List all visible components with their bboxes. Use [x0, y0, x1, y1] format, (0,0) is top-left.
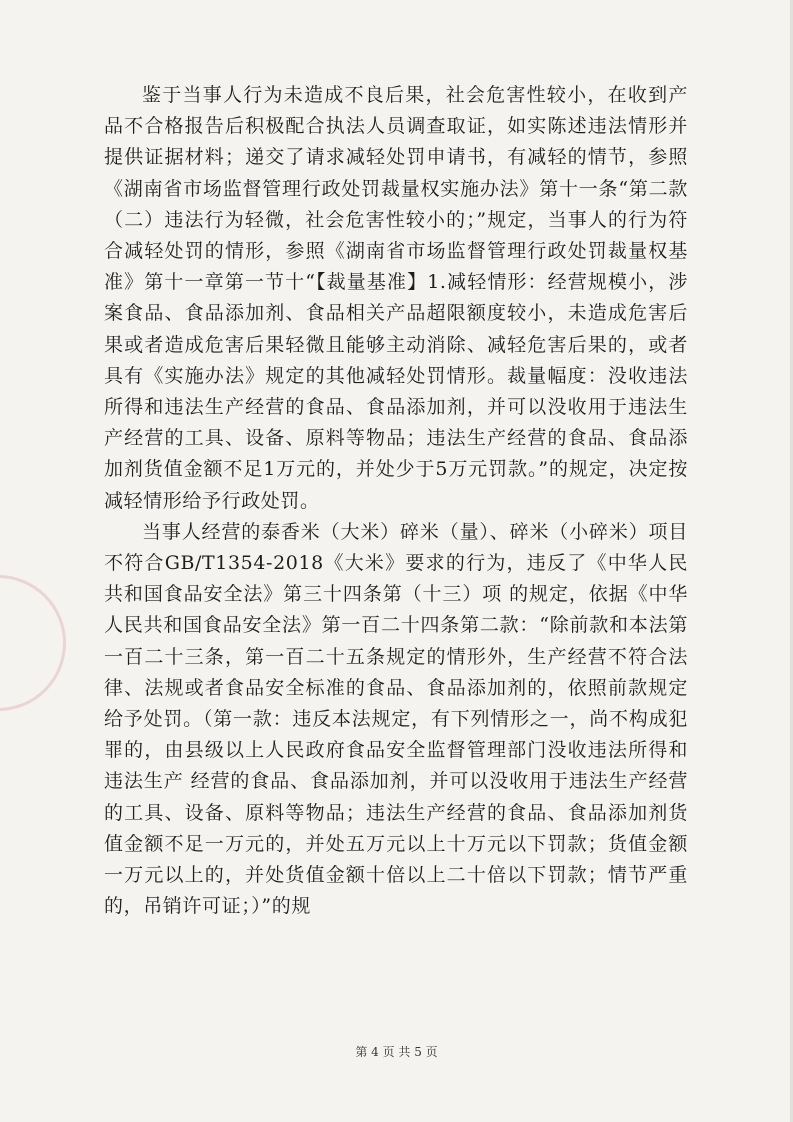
paragraph-violation: 当事人经营的泰香米（大米）碎米（量）、碎米（小碎米）项目不符合GB/T1354-2018《大米》要求的行为，违反了《中华人民共和国食品安全法》第三十四条第（十三）项 的规定，依据《中华人民共和国食品安全法》第一百二十四条第二款：“除前款和本法第一百二十三条，第一百二十五条规定的情形外，生产经营不符合法律、法规或者食品安全标准的食品、食品添加剂的，依照前款规定给予处罚。（第一款：违反本法规定，有下列情形之一，尚不构成犯罪的，由县级以上人民政府食品安全监督管理部门没收违法所得和违法生产 经营的食品、食品添加剂，并可以没收用于违法生产经营的工具、设备、原料等物品；违法生产经营的食品、食品添加剂货值金额不足一万元的，并处五万元以上十万元以下罚款；货值金额一万元以上的，并处货值金额十倍以上二十倍以下罚款；情节严重的，吊销许可证；）”的规 — [104, 520, 688, 918]
document-body — [104, 80, 688, 922]
paragraph-mitigation: 鉴于当事人行为未造成不良后果，社会危害性较小，在收到产品不合格报告后积极配合执法人员调查取证，如实陈述违法情形并提供证据材料；递交了请求减轻处罚申请书，有减轻的情节，参照《湖南省市场监督管理行政处罚裁量权实施办法》第十一条“第二款（二）违法行为轻微，社会危害性较小的；”规定，当事人的行为符合减轻处罚的情形，参照《湖南省市场监督管理行政处罚裁量权基准》第十一章第一节十“【裁量基准】1.减轻情形：经营规模小，涉案食品、食品添加剂、食品相关产品超限额度较小，未造成危害后果或者造成危害后果轻微且能够主动消除、减轻危害后果的，或者具有《实施办法》规定的其他减轻处罚情形。裁量幅度：没收违法所得和违法生产经营的食品、食品添加剂，并可以没收用于违法生产经营的工具、设备、原料等物品；违法生产经营的食品、食品添加剂货值金额不足1万元的，并处少于5万元罚款。”的规定，决定按减轻情形给予行政处罚。 — [104, 84, 688, 512]
official-seal-fragment — [0, 575, 66, 711]
page-number-footer: 第 4 页 共 5 页 — [355, 1045, 438, 1059]
